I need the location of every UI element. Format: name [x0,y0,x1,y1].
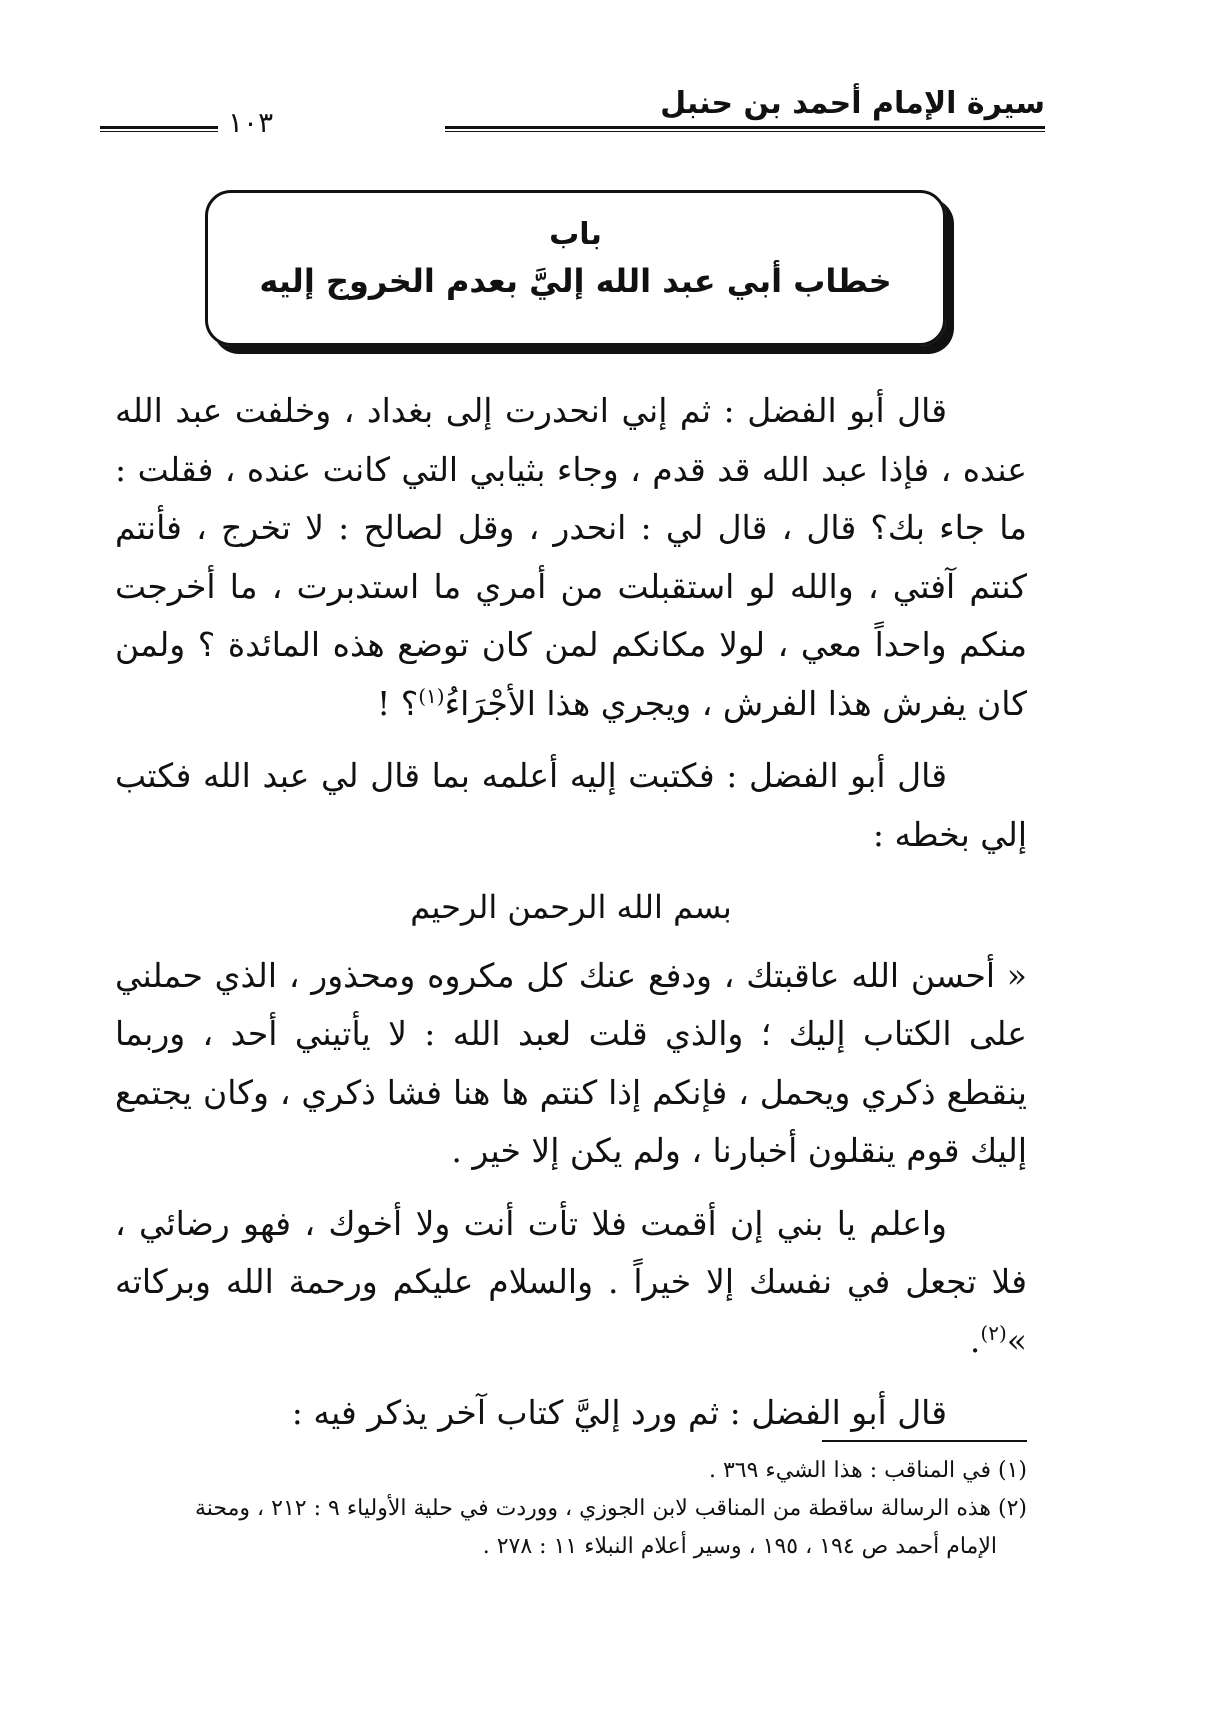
page-number: ١٠٣ [228,106,274,139]
footnote-separator [822,1440,1027,1442]
chapter-heading-box [205,190,946,346]
chapter-title: خطاب أبي عبد الله إليَّ بعدم الخروج إليه [259,262,892,300]
footnote-2-continued: الإمام أحمد ص ١٩٤ ، ١٩٥ ، وسير أعلام النبلاء ١١ : ٢٧٨ . [482,1534,997,1559]
running-title: سيرة الإمام أحمد بن حنبل [660,86,1045,121]
footnote-1: (١) في المناقب : هذا الشيء ٣٦٩ . [708,1458,1027,1483]
paragraph-3: « أحسن الله عاقبتك ، ودفع عنك كل مكروه ومحذور ، الذي حملني على الكتاب إليك ؛ والذي قلت لعبد الله : لا يأتيني أحد ، وربما ينقطع ذكري ويحمل ، فإنكم إذا كنتم ها هنا فشا ذكري ، وكان يجتمع إليك قوم ينقلون أخبارنا ، ولم يكن إلا خير . [115,955,1027,1170]
main-text [115,382,1027,1457]
paragraph-1-end: ؟ ! [376,683,419,723]
page-number-rule-thin [100,131,218,132]
paragraph-1-text: قال أبو الفضل : ثم إني انحدرت إلى بغداد ، وخلفت عبد الله عنده ، فإذا عبد الله قد قدم ، وجاء بثيابي التي كانت عنده ، فقلت : ما جاء بك؟ قال ، قال لي : انحدر ، وقل لصالح : لا تخرج ، فأنتم كنتم آفتي ، والله لو استقبلت من أمري ما استدبرت ، ما أخرجت منكم واحداً معي ، لولا مكانكم لمن كان توضع هذه المائدة ؟ ولمن كان يفرش هذا الفرش ، ويجري هذا الأجْرَاءُ [115,391,1027,723]
paragraph-4 [115,1195,1027,1371]
paragraph-4-text: واعلم يا بني إن أقمت فلا تأت أنت ولا أخوك ، فهو رضائي ، فلا تجعل في نفسك إلا خيراً . والسلام عليكم ورحمة الله وبركاته » [115,1203,1027,1360]
paragraph-5: قال أبو الفضل : ثم ورد إليَّ كتاب آخر يذكر فيه : [291,1393,947,1432]
header-rule [445,126,1045,129]
basmala: بسم الله الرحمن الرحيم [410,888,732,926]
footnotes [115,1452,1027,1566]
page-number-rule [100,126,218,129]
paragraph-1 [115,382,1027,733]
footnote-ref-2[interactable]: (٢) [980,1320,1007,1345]
header-rule-thin [445,131,1045,132]
paragraph-4-end: . [969,1320,981,1360]
footnote-2: (٢) هذه الرسالة ساقطة من المناقب لابن الجوزي ، ووردت في حلية الأولياء ٩ : ٢١٢ ، ومحنة [195,1496,1027,1521]
paragraph-2: قال أبو الفضل : فكتبت إليه أعلمه بما قال لي عبد الله فكتب إلي بخطه : [115,756,1027,854]
footnote-ref-1[interactable]: (١) [418,683,445,708]
chapter-label: باب [549,217,602,252]
